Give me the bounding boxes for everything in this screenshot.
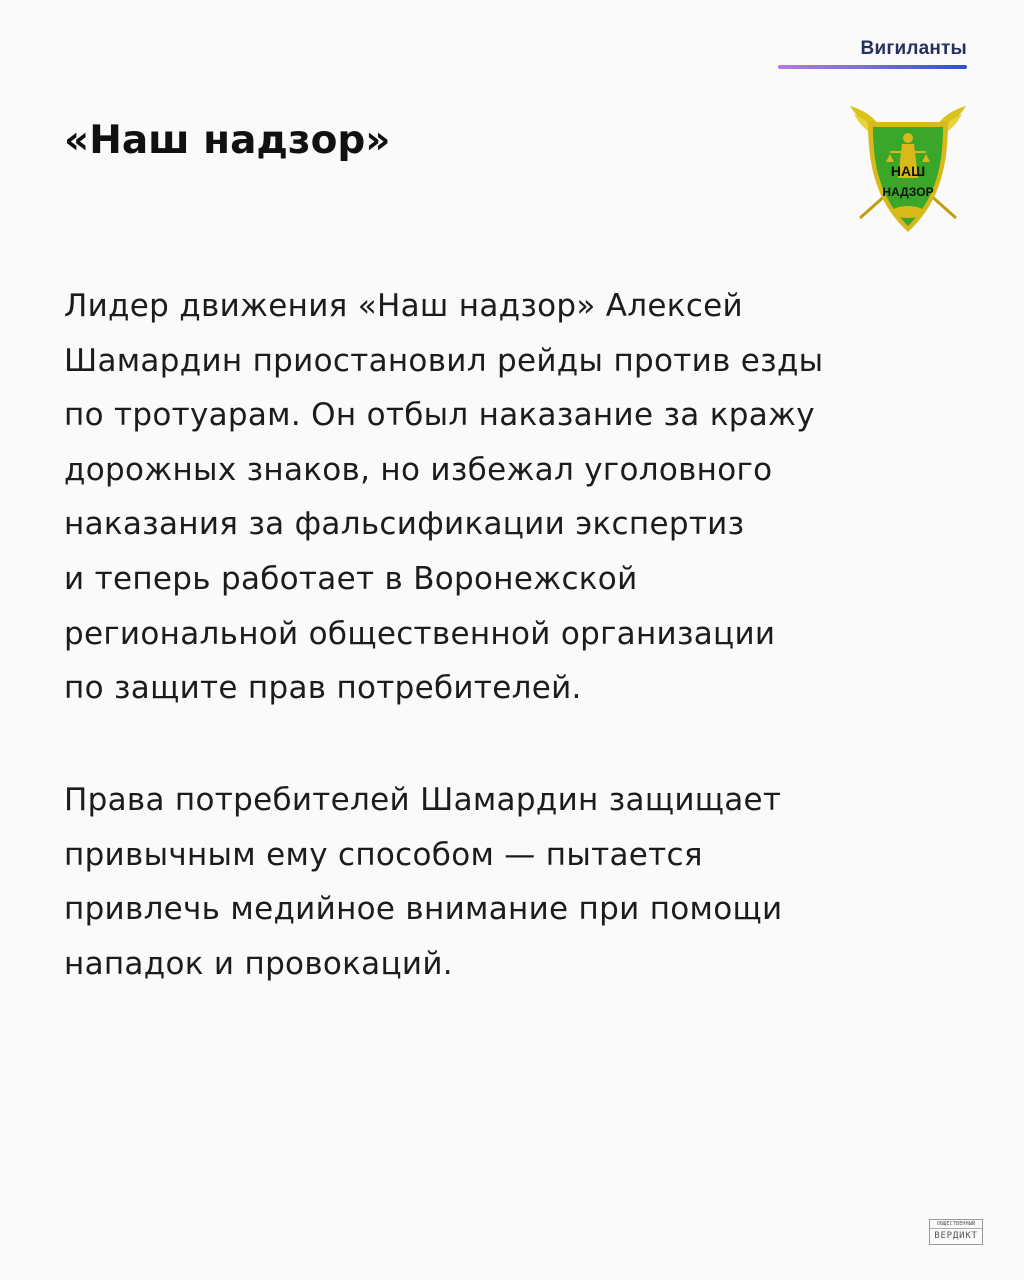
section-tag: Вигиланты: [860, 38, 967, 59]
body-paragraph-1: Лидер движения «Наш надзор» Алексей Шамардин приостановил рейды против езды по тротуарам. Он отбыл наказание за кражу дорожных знаков, но избежал уголовного наказания за фальсификации экспертиз и теперь работает в Воронежской региональной общественной организации по защите прав потребителей.: [64, 288, 824, 707]
shield-emblem-icon: [846, 100, 970, 236]
nash-nadzor-logo: [846, 100, 970, 236]
logo-line1: НАШ: [890, 163, 926, 179]
logo-line2: НАДЗОР: [882, 185, 934, 199]
footer-brand-small: ОБЩЕСТВЕННЫЙ: [930, 1220, 982, 1229]
footer-brand-logo: [929, 1219, 983, 1245]
section-tag-underline: [778, 65, 967, 69]
page-title: «Наш надзор»: [64, 118, 391, 163]
body-paragraph-2: Права потребителей Шамардин защищает привычным ему способом — пытается привлечь медийное внимание при помощи нападок и провокаций.: [64, 782, 783, 982]
footer-brand-big: ВЕРДИКТ: [934, 1231, 978, 1241]
